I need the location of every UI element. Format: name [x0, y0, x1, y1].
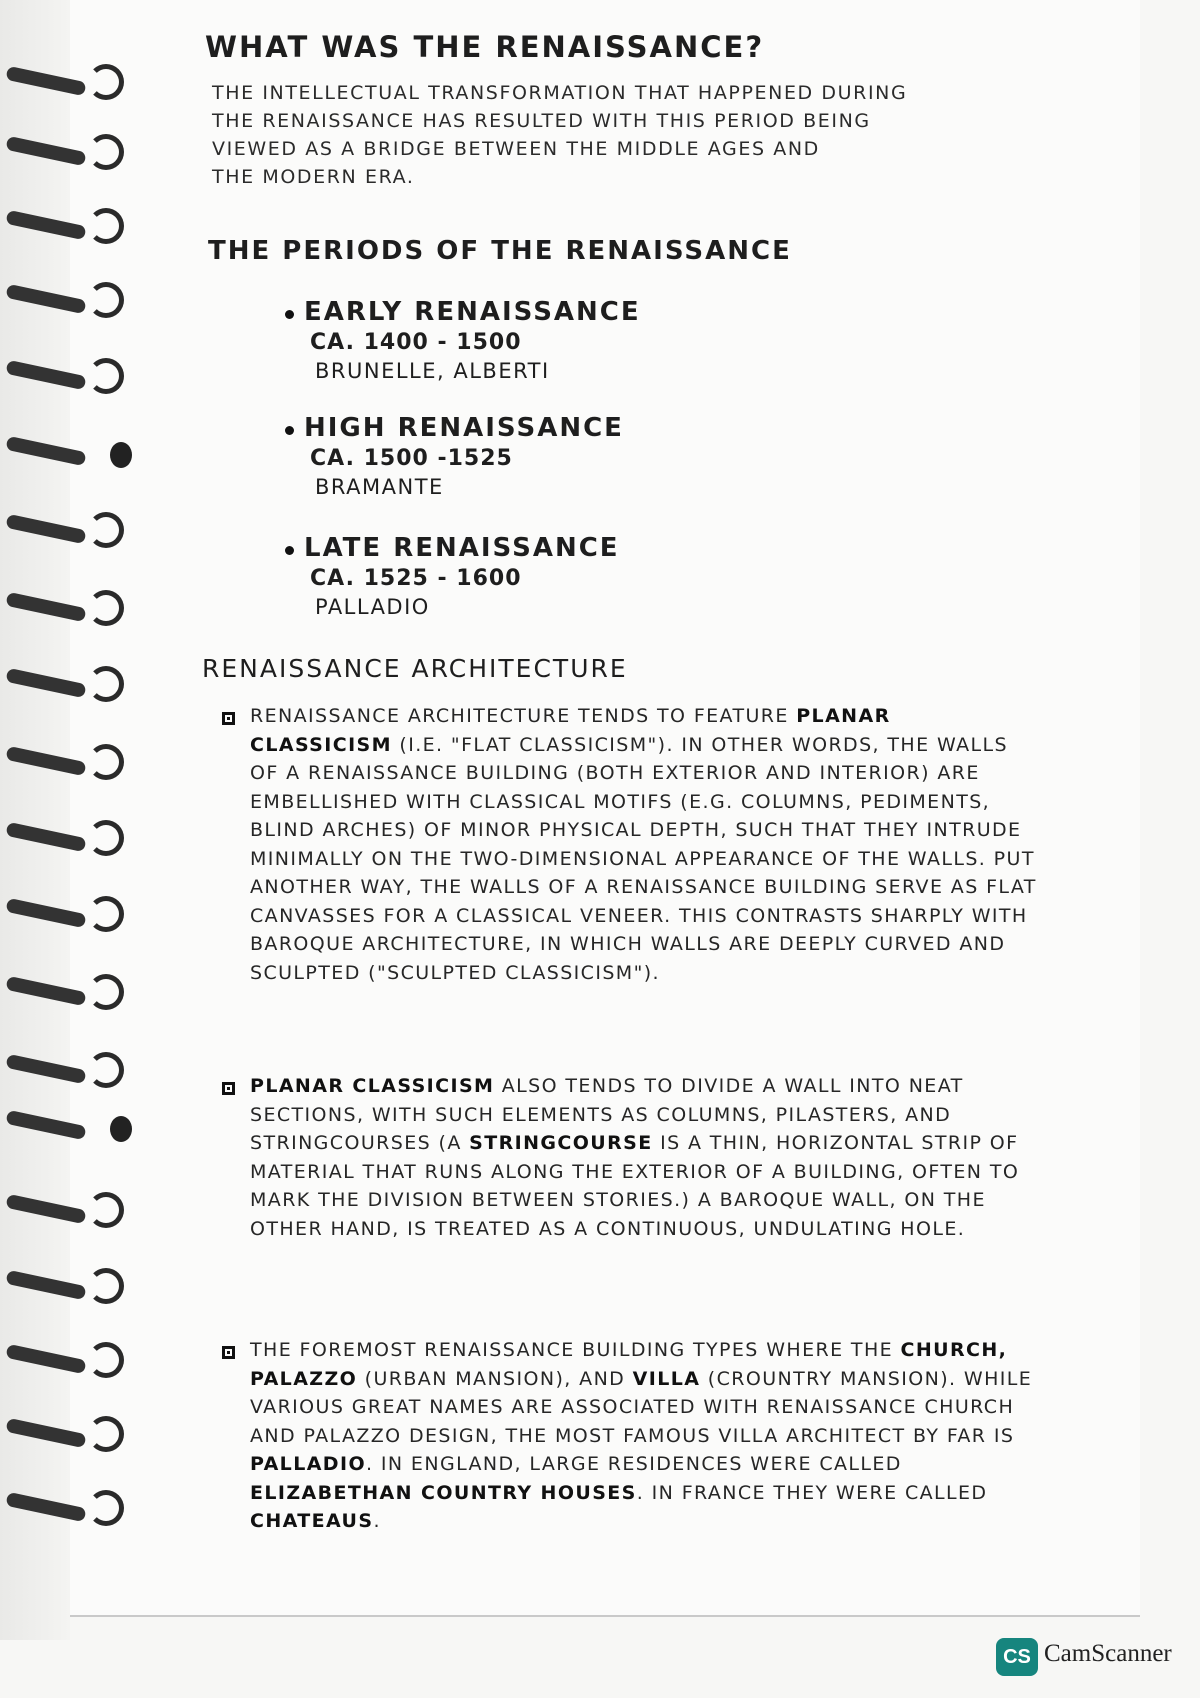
- text-run: RENAISSANCE ARCHITECTURE TENDS TO FEATURE: [250, 705, 797, 727]
- text-run: (I.E. "FLAT CLASSICISM"). IN OTHER WORDS, THE WALLS OF A RENAISSANCE BUILDING (BOTH EXTERIOR AND INTERIOR) ARE EMBELLISHED WITH CLASSICAL MOTIFS (E.G. COLUMNS, PEDIMENTS, BLIND ARCHES) OF MINOR PHYSICAL DEPTH, SUCH THAT THEY INTRUDE MINIMALLY ON THE TWO-DIMENSIONAL APPEARANCE OF THE WALLS. PUT ANOTHER WAY, THE WALLS OF A RENAISSANCE BUILDING SERVE AS FLAT CANVASSES FOR A CLASSICAL VENEER. THIS CONTRASTS SHARPLY WITH BAROQUE ARCHITECTURE, IN WHICH WALLS ARE DEEPLY CURVED AND SCULPTED ("SCULPTED CLASSICISM").: [250, 733, 1037, 984]
- checkbox-square-icon: [222, 1346, 235, 1359]
- text-run: .: [373, 1510, 381, 1532]
- spiral-ring: [6, 894, 126, 934]
- spiral-ring: [6, 62, 126, 102]
- architecture-point-planar: [250, 702, 1040, 987]
- text-run: . IN ENGLAND, LARGE RESIDENCES WERE CALLED: [366, 1453, 902, 1475]
- spiral-ring: [6, 1414, 126, 1454]
- emphasis: VILLA: [632, 1367, 701, 1390]
- spiral-ring: [6, 1340, 126, 1380]
- bullet-icon: [285, 426, 294, 435]
- architecture-point-sections: [250, 1072, 1040, 1243]
- text-run: ALSO TENDS TO DIVIDE A WALL INTO NEAT SECTIONS, WITH SUCH ELEMENTS AS COLUMNS, PILASTERS, AND STRINGCOURSES (A: [250, 1075, 964, 1154]
- page-title: WHAT WAS THE RENAISSANCE?: [205, 30, 765, 64]
- intro-line: THE MODERN ERA.: [212, 166, 415, 188]
- emphasis: PLANAR CLASSICISM: [250, 1075, 495, 1097]
- spiral-ring: [6, 1106, 126, 1146]
- period-title: EARLY RENAISSANCE: [304, 297, 641, 327]
- spiral-ring: [6, 818, 126, 858]
- spiral-ring: [6, 510, 126, 550]
- spiral-ring: [6, 432, 126, 472]
- text-run: IS A THIN, HORIZONTAL STRIP OF MATERIAL THAT RUNS ALONG THE EXTERIOR OF A BUILDING, OFTEN TO MARK THE DIVISION BETWEEN STORIES.) A BAROQUE WALL, ON THE OTHER HAND, IS TREATED AS A CONTINUOUS, UNDULATING HOLE.: [250, 1132, 1020, 1240]
- emphasis: CHATEAUS: [250, 1510, 374, 1532]
- spiral-ring: [6, 972, 126, 1012]
- checkbox-square-icon: [222, 1082, 235, 1095]
- emphasis: ELIZABETHAN COUNTRY HOUSES: [250, 1481, 637, 1504]
- emphasis: PALLADIO: [250, 1453, 366, 1475]
- periods-heading: THE PERIODS OF THE RENAISSANCE: [208, 236, 792, 266]
- text-run: . IN FRANCE THEY WERE CALLED: [636, 1481, 988, 1504]
- spiral-ring: [6, 280, 126, 320]
- spiral-ring: [6, 206, 126, 246]
- bullet-icon: [285, 546, 294, 555]
- spiral-ring: [6, 588, 126, 628]
- spiral-ring: [6, 1190, 126, 1230]
- period-high: [285, 414, 624, 502]
- period-title: HIGH RENAISSANCE: [304, 413, 624, 443]
- emphasis: CHURCH, PALAZZO: [250, 1339, 1008, 1390]
- architecture-heading: RENAISSANCE ARCHITECTURE: [202, 654, 628, 683]
- spiral-ring: [6, 1050, 126, 1090]
- camscanner-label: CamScanner: [1044, 1640, 1172, 1667]
- spiral-ring: [6, 742, 126, 782]
- text-run: THE FOREMOST RENAISSANCE BUILDING TYPES WHERE THE: [250, 1339, 901, 1361]
- period-architects: BRAMANTE: [315, 475, 444, 499]
- spiral-ring: [6, 1488, 126, 1528]
- emphasis: STRINGCOURSE: [469, 1132, 653, 1154]
- architecture-point-building-types: [250, 1336, 1040, 1536]
- intro-line: VIEWED AS A BRIDGE BETWEEN THE MIDDLE AGES AND: [212, 138, 820, 160]
- period-dates: CA. 1525 - 1600: [310, 566, 522, 591]
- camscanner-logo-icon: CS: [996, 1638, 1038, 1676]
- text-run: (URBAN MANSION), AND: [357, 1367, 633, 1390]
- spiral-ring: [6, 132, 126, 172]
- text-run: (CROUNTRY MANSION). WHILE VARIOUS GREAT NAMES ARE ASSOCIATED WITH RENAISSANCE CHURCH AND PALAZZO DESIGN, THE MOST FAMOUS VILLA ARCHITECT BY FAR IS: [250, 1367, 1033, 1447]
- period-dates: CA. 1400 - 1500: [310, 330, 522, 355]
- period-architects: PALLADIO: [315, 595, 430, 619]
- spiral-ring: [6, 664, 126, 704]
- intro-line: THE INTELLECTUAL TRANSFORMATION THAT HAPPENED DURING: [212, 82, 908, 104]
- period-early: [285, 298, 641, 386]
- emphasis: PLANAR CLASSICISM: [250, 705, 891, 756]
- period-architects: BRUNELLE, ALBERTI: [315, 359, 550, 383]
- checkbox-square-icon: [222, 712, 235, 725]
- period-title: LATE RENAISSANCE: [304, 533, 620, 563]
- spiral-binding: [0, 0, 70, 1640]
- period-late: [285, 534, 620, 622]
- bullet-icon: [285, 310, 294, 319]
- intro-line: THE RENAISSANCE HAS RESULTED WITH THIS PERIOD BEING: [212, 110, 871, 132]
- spiral-ring: [6, 356, 126, 396]
- period-dates: CA. 1500 -1525: [310, 446, 513, 471]
- spiral-ring: [6, 1266, 126, 1306]
